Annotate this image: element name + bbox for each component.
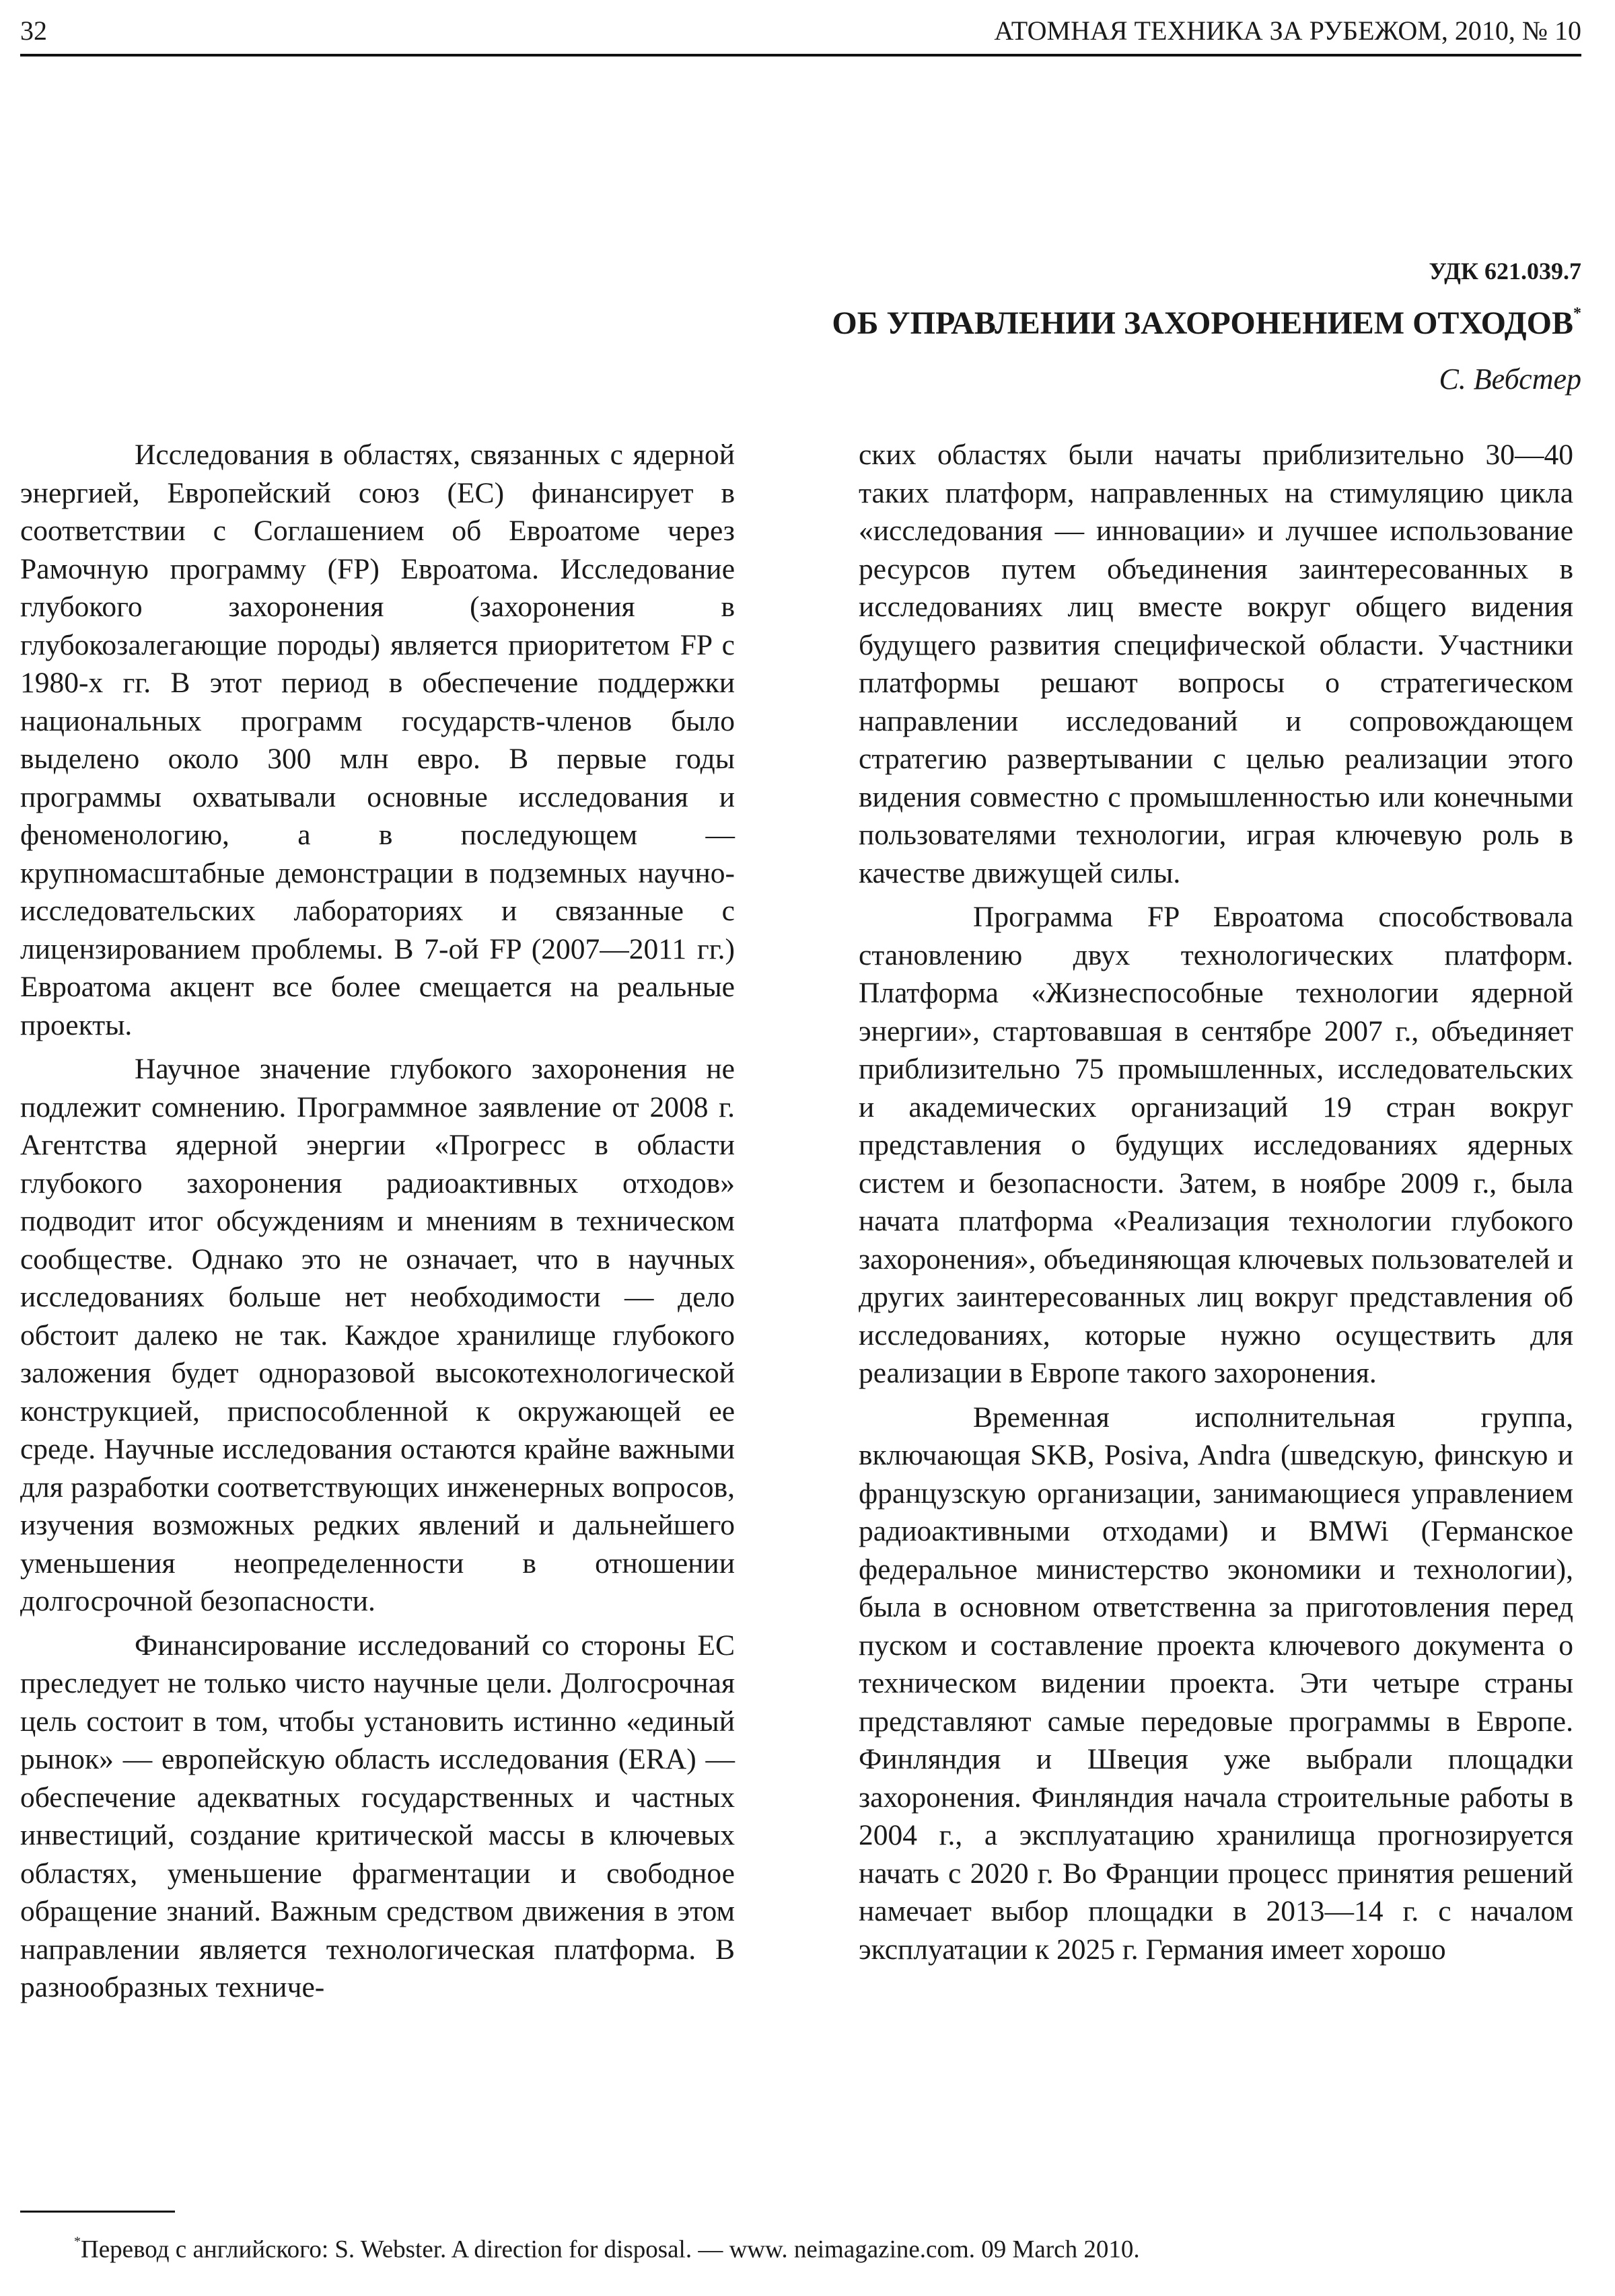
paragraph-continued: ских областях были начаты приблизительно 30—40 таких платформ, направленных на стимуляцию цикла «исследования — инновации» и лучшее использование ресурсов путем объединения заинтересованных в исследованиях лиц вместе вокруг общего видения будущего развития специфической области. Участники платформы решают вопросы о стратегическом направлении исследований и сопровождающем стратегию развертывании с целью реализации этого видения совместно с промышленностью или конечными пользователями технологии, играя ключевую роль в качестве движущей силы.: [859, 439, 1573, 889]
running-head: [20, 7, 1581, 55]
paragraph: Финансирование исследований со стороны ЕС преследует не только чисто научные цели. Долгосрочная цель состоит в том, чтобы установить истинно «единый рынок» — европейскую область исследования (ERA) — обеспечение адекватных государственных и частных инвестиций, создание критической массы в ключевых областях, уменьшение фрагментации и свободное обращение знаний. Важным средством движения в этом направлении является технологическая платформа. В разнообразных техниче-: [20, 1629, 735, 2003]
paragraph: Научное значение глубокого захоронения не подлежит сомнению. Программное заявление от 2008 г. Агентства ядерной энергии «Прогресс в области глубокого захоронения радиоактивных отходов» подводит итог обсуждениям и мнениям в техническом сообществе. Однако это не означает, что в научных исследованиях больше нет необходимости — дело обстоит далеко не так. Каждое хранилище глубокого заложения будет одноразовой высокотехнологической конструкцией, приспособленной к окружающей ее среде. Научные исследования остаются крайне важными для разработки соответствующих инженерных вопросов, изучения возможных редких явлений и дальнейшего уменьшения неопределенности в отношении долгосрочной безопасности.: [20, 1053, 735, 1617]
journal-title: АТОМНАЯ ТЕХНИКА ЗА РУБЕЖОМ, 2010, № 10: [994, 15, 1581, 46]
paragraph: Программа FP Евроатома способствовала становлению двух технологических платформ. Платформа «Жизнеспособные технологии ядерной энергии», стартовавшая в сентябре 2007 г., объединяет приблизительно 75 промышленных, исследовательских и академических организаций 19 стран вокруг представления о будущих исследованиях ядерных систем и безопасности. Затем, в ноябре 2009 г., была начата платформа «Реализация технологии глубокого захоронения», объединяющая ключевых пользователей и других заинтересованных лиц вокруг представления об исследованиях, которые нужно осуществить для реализации в Европе такого захоронения.: [859, 901, 1573, 1389]
footnote-reference-mark: *: [1573, 305, 1581, 322]
left-column: [20, 436, 735, 2013]
footnote-text: Перевод с английского: S. Webster. A direction for disposal. — www. neimagazine.com. 09 March 2010.: [81, 2235, 1140, 2264]
page-number: 32: [20, 15, 47, 46]
article-title: [832, 296, 1581, 345]
udc-code: УДК 621.039.7: [1429, 258, 1581, 285]
article-title-text: ОБ УПРАВЛЕНИИ ЗАХОРОНЕНИЕМ ОТХОДОВ: [832, 305, 1573, 341]
paragraph: Исследования в областях, связанных с ядерной энергией, Европейский союз (ЕС) финансирует в соответствии с Соглашением об Евроатоме через Рамочную программу (FP) Евроатома. Исследование глубокого захоронения (захоронения в глубокозалегающие породы) является приоритетом FP с 1980-х гг. В этот период в обеспечение поддержки национальных программ государств-членов было выделено около 300 млн евро. В первые годы программы охватывали основные исследования и феноменологию, а в последующем — крупномасштабные демонстрации в подземных научно-исследовательских лабораториях и связанные с лицензированием проблемы. В 7-ой FP (2007—2011 гг.) Евроатома акцент все более смещается на реальные проекты.: [20, 439, 735, 1041]
footnote: [74, 2227, 1140, 2267]
header-rule: [20, 54, 1581, 57]
author-name: С. Вебстер: [1439, 363, 1581, 396]
footnote-rule: [20, 2211, 175, 2213]
right-column: [859, 436, 1573, 1974]
footnote-mark: *: [74, 2234, 81, 2249]
paragraph: Временная исполнительная группа, включающая SKB, Posiva, Andra (шведскую, финскую и французскую организации, занимающиеся управлением радиоактивными отходами) и BMWi (Германское федеральное министерство экономики и технологии), была в основном ответственна за приготовления перед пуском и составление проекта ключевого документа о техническом видении проекта. Эти четыре страны представляют самые передовые программы в Европе. Финляндия и Швеция уже выбрали площадки захоронения. Финляндия начала строительные работы в 2004 г., а эксплуатацию хранилища прогнозируется начать с 2020 г. Во Франции процесс принятия решений намечает выбор площадки в 2013—14 г. с началом эксплуатации к 2025 г. Германия имеет хорошо: [859, 1401, 1573, 1966]
